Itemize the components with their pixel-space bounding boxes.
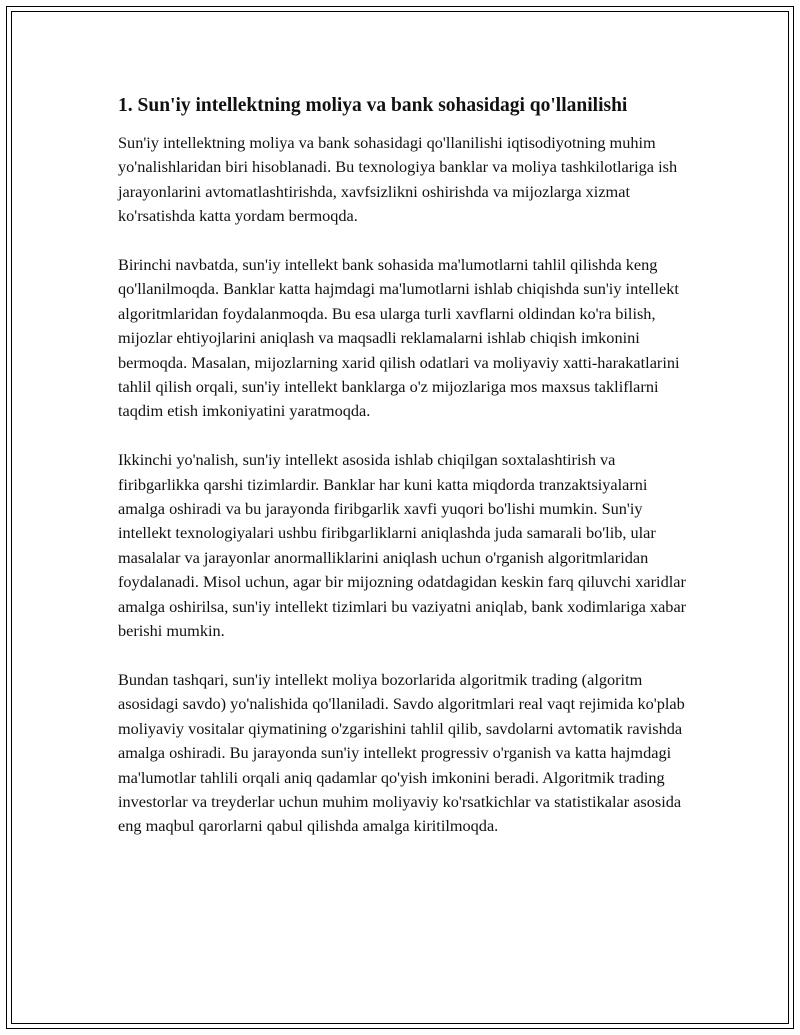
paragraph-data-analysis: Birinchi navbatda, sun'iy intellekt bank sohasida ma'lumotlarni tahlil qilishda keng qo'llanilmoqda. Banklar katta hajmdagi ma'lumotlarni ishlab chiqishda sun'iy intellekt algoritmlaridan foydalanmoqda. Bu esa ularga turli xavflarni oldindan ko'ra bilish, mijozlar ehtiyojlarini aniqlash va maqsadli reklamalarni ishlab chiqish imkonini bermoqda. Masalan, mijozlarning xarid qilish odatlari va moliyaviy xatti-harakatlarini tahlil qilish orqali, sun'iy intellekt banklarga o'z mijozlariga mos maxsus takliflarni taqdim etish imkoniyatini yaratmoqda. [118, 255, 680, 421]
paragraph-algorithmic-trading: Bundan tashqari, sun'iy intellekt moliya bozorlarida algoritmik trading (algoritm asosidagi savdo) yo'nalishida qo'llaniladi. Savdo algoritmlari real vaqt rejimida ko'plab moliyaviy vositalar qiymatining o'zgarishini tahlil qilib, savdolarni avtomatik ravishda amalga oshiradi. Bu jarayonda sun'iy intellekt progressiv o'rganish va katta hajmdagi ma'lumotlar tahlili orqali aniq qadamlar qo'yish imkonini beradi. Algoritmik trading investorlar va treyderlar uchun muhim moliyaviy ko'rsatkichlar va statistikalar asosida eng maqbul qarorlarni qabul qilishda amalga kiritilmoqda. [118, 669, 685, 836]
paragraph-intro: Sun'iy intellektning moliya va bank sohasidagi qo'llanilishi iqtisodiyotning muhim yo'nalishlaridan biri hisoblanadi. Bu texnologiya banklar va moliya tashkilotlariga ish jarayonlarini avtomatlashtirishda, xavfsizlikni oshirishda va mijozlarga xizmat ko'rsatishda katta yordam bermoqda. [118, 133, 678, 226]
document-body [118, 93, 688, 863]
section-heading: 1. Sun'iy intellektning moliya va bank sohasidagi qo'llanilishi [118, 95, 628, 116]
paragraph-fraud-detection: Ikkinchi yo'nalish, sun'iy intellekt asosida ishlab chiqilgan soxtalashtirish va firibgarlikka qarshi tizimlardir. Banklar har kuni katta miqdorda tranzaktsiyalarni amalga oshiradi va bu jarayonda firibgarlik xavfi yuqori bo'lishi mumkin. Sun'iy intellekt texnologiyalari ushbu firibgarliklarni aniqlashda juda samarali bo'lib, ular masalalar va jarayonlar anormalliklarini aniqlash uchun o'rganish algoritmlaridan foydalanadi. Misol uchun, agar bir mijozning odatdagidan keskin farq qiluvchi xaridlar amalga oshirilsa, sun'iy intellekt tizimlari bu vaziyatni aniqlab, bank xodimlariga xabar berishi mumkin. [118, 450, 687, 641]
